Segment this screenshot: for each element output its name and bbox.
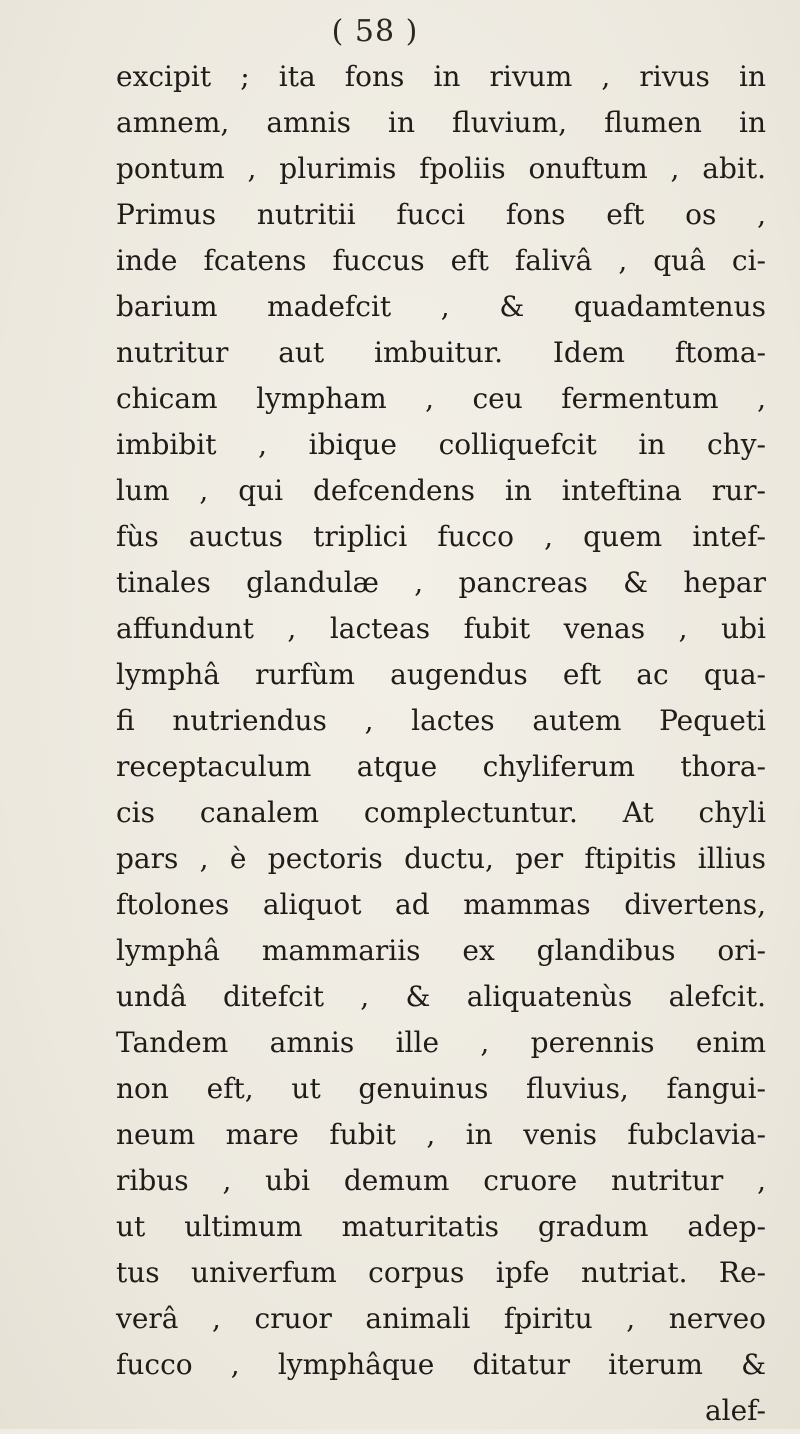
text-line: undâ ditefcit , & aliquatenùs alefcit. [116, 980, 766, 1013]
text-line: fi nutriendus , lactes autem Pequeti [116, 704, 766, 737]
text-line: imbibit , ibique colliquefcit in chy- [116, 428, 766, 461]
text-line: pontum , plurimis fpoliis onuftum , abit. [116, 152, 766, 185]
text-line: inde fcatens fuccus eft falivâ , quâ ci- [116, 244, 766, 277]
text-line: nutritur aut imbuitur. Idem ftoma- [116, 336, 766, 369]
text-line: Tandem amnis ille , perennis enim [116, 1026, 766, 1059]
text-line: chicam lympham , ceu fermentum , [116, 382, 766, 415]
body-text [116, 54, 766, 1434]
text-line: cis canalem complectuntur. At chyli [116, 796, 766, 829]
text-line: lymphâ mammariis ex glandibus ori- [116, 934, 766, 967]
page-number: ( 58 ) [331, 14, 419, 49]
text-line: fùs auctus triplici fucco , quem intef- [116, 520, 766, 553]
text-line: lum , qui defcendens in inteftina rur- [116, 474, 766, 507]
text-line: amnem, amnis in fluvium, flumen in [116, 106, 766, 139]
text-line: affundunt , lacteas fubit venas , ubi [116, 612, 766, 645]
text-line: receptaculum atque chyliferum thora- [116, 750, 766, 783]
text-line: Primus nutritii fucci fons eft os , [116, 198, 766, 231]
catchword: alef- [704, 1394, 766, 1427]
text-line: ribus , ubi demum cruore nutritur , [116, 1164, 766, 1197]
text-line: neum mare fubit , in venis fubclavia- [116, 1118, 766, 1151]
text-line: lymphâ rurfùm augendus eft ac qua- [116, 658, 766, 691]
text-line: non eft, ut genuinus fluvius, fangui- [116, 1072, 766, 1105]
text-line: pars , è pectoris ductu, per ftipitis illius [116, 842, 766, 875]
text-line: barium madefcit , & quadamtenus [116, 290, 766, 323]
text-line: excipit ; ita fons in rivum , rivus in [116, 60, 766, 93]
text-line: ut ultimum maturitatis gradum adep- [116, 1210, 766, 1243]
text-line: fucco , lymphâque ditatur iterum & [116, 1348, 766, 1381]
text-line: tus univerfum corpus ipfe nutriat. Re- [116, 1256, 766, 1289]
text-line: verâ , cruor animali fpiritu , nerveo [116, 1302, 766, 1335]
text-line: ftolones aliquot ad mammas divertens, [116, 888, 766, 921]
text-line: tinales glandulæ , pancreas & hepar [116, 566, 766, 599]
